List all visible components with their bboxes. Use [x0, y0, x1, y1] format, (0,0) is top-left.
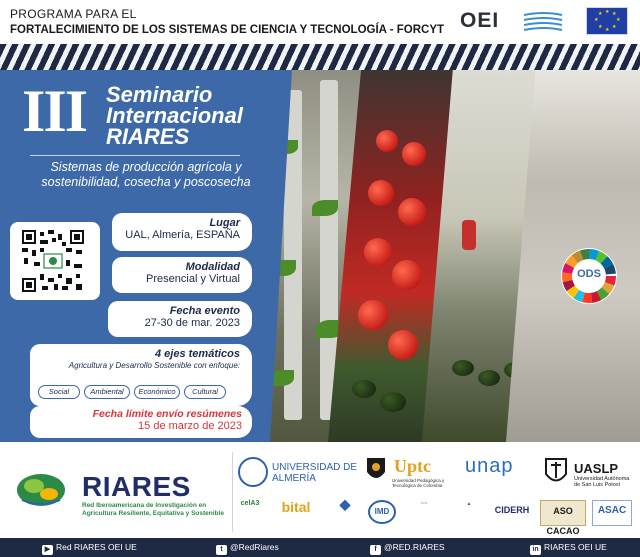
facebook-handle: @RED.RIARES [384, 542, 445, 552]
title-line-3: RIARES [106, 124, 190, 149]
uptc-subtitle: Universidad Pedagógica y Tecnológica de Colombia [392, 478, 445, 488]
axis-pill-cultural: Cultural [184, 385, 226, 399]
partner-logo-blue: ◆ [339, 496, 351, 512]
uaslp-subtitle: Universidad Autónoma de San Luis Potosí [574, 476, 630, 488]
linkedin-handle: RIARES OEI UE [544, 542, 607, 552]
axes-label: 4 ejes temáticos [155, 348, 240, 360]
title-line-1: Seminario [106, 82, 213, 107]
twitter-handle: @RedRiares [230, 542, 279, 552]
axis-pill-economico: Económico [134, 385, 180, 399]
youtube-icon: ▶ [42, 545, 53, 555]
info-event-date [118, 301, 252, 337]
modality-value: Presencial y Virtual [146, 273, 240, 285]
uaslp-logo: UASLP [574, 461, 619, 476]
uptc-shield-icon [365, 456, 387, 486]
event-date-label: Fecha evento [169, 305, 240, 317]
deadline-value: 15 de marzo de 2023 [138, 420, 242, 432]
qr-code[interactable] [10, 222, 100, 300]
decorative-stripe-band [0, 44, 640, 70]
riares-description: Red Iberoamericana de Investigación en Agricultura Resiliente, Equitativa y Sostenible [82, 502, 224, 517]
ods-label: ODS [577, 268, 601, 280]
bital-word: bital [281, 499, 311, 515]
program-line-1: PROGRAMA PARA EL [10, 7, 137, 21]
header [0, 0, 640, 44]
oei-lines-icon [522, 11, 564, 33]
eu-flag-icon: ★ ★ ★ ★ ★ ★ ★ ★ [586, 7, 628, 35]
youtube-link[interactable] [42, 542, 137, 555]
asocacao-logo: ASO CACAO [540, 500, 586, 526]
uptc-logo: Uptc [394, 456, 431, 476]
twitter-link[interactable] [216, 542, 279, 555]
info-place [122, 213, 252, 251]
place-label: Lugar [209, 217, 240, 229]
bital-logo [270, 500, 322, 526]
event-date-value: 27-30 de mar. 2023 [144, 317, 240, 329]
edition-numeral: III [22, 78, 87, 144]
ualmeria-logo: UNIVERSIDAD DE ALMERÍA [272, 462, 358, 484]
qr-code-icon [22, 230, 84, 292]
facebook-icon: f [370, 545, 381, 555]
asac-logo: ASAC [592, 500, 632, 526]
agrotec-logo-icon: ▲ [466, 501, 472, 507]
facebook-link[interactable] [370, 542, 445, 555]
title-line-2: Internacional [106, 103, 243, 128]
riares-logo-icon [14, 470, 68, 508]
social-footer [0, 538, 640, 557]
linkedin-link[interactable] [530, 542, 607, 555]
unap-logo: unap [465, 455, 514, 477]
axis-pill-social: Social [38, 385, 80, 399]
axes-description: Agricultura y Desarrollo Sostenible con enfoque: [68, 361, 240, 370]
event-subtitle: Sistemas de producción agrícola y sostenibilidad, cosecha y poscosecha [41, 160, 251, 189]
axis-pill-ambiental: Ambiental [84, 385, 130, 399]
cela3-logo: celA3 [240, 500, 260, 507]
youtube-handle: Red RIARES OEI UE [56, 542, 137, 552]
riares-name: RIARES [82, 471, 191, 502]
ualmeria-seal-icon [238, 457, 268, 487]
program-line-2: FORTALECIMIENTO DE LOS SISTEMAS DE CIENCIA Y TECNOLOGÍA - FORCYT [10, 24, 445, 36]
place-value: UAL, Almería, ESPAÑA [125, 229, 240, 241]
ciderh-logo: CIDERH [494, 505, 530, 515]
uaslp-shield-icon [543, 456, 569, 488]
linkedin-icon: in [530, 545, 541, 555]
partner-logo-fundacion: ~~ [420, 501, 428, 507]
twitter-icon: t [216, 545, 227, 555]
info-deadline [40, 406, 252, 438]
oei-logo: OEI [460, 9, 500, 32]
deadline-label: Fecha límite envío resúmenes [92, 408, 242, 420]
imd-logo: IMD [368, 500, 396, 524]
subtitle-divider [30, 155, 240, 156]
axes-pills [38, 385, 224, 401]
event-title [106, 84, 243, 147]
info-modality [122, 257, 252, 293]
modality-label: Modalidad [185, 261, 240, 273]
logos-divider [232, 452, 233, 532]
